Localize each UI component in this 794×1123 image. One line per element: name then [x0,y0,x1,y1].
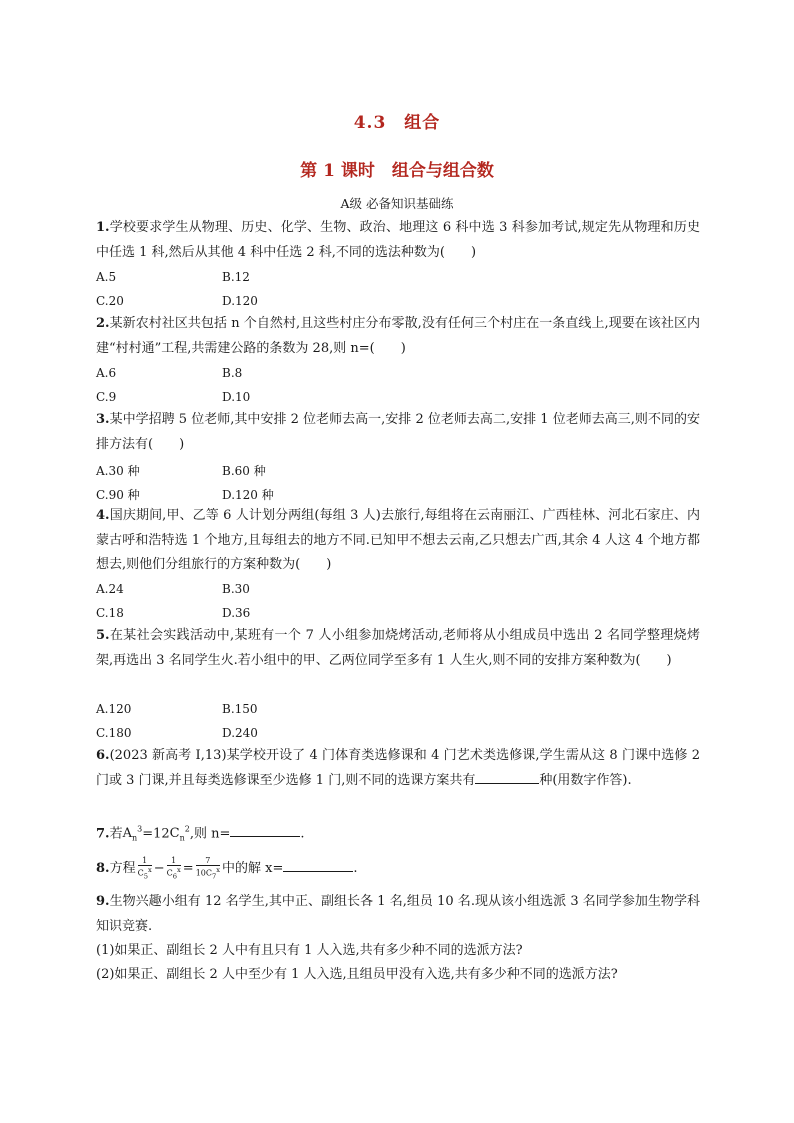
question-9-part-1: (1)如果正、副组长 2 人中有且只有 1 人入选,共有多少种不同的选派方法? [96,943,523,958]
permutation-symbol: $A_n^3$ [122,825,143,843]
option-d[interactable]: D.240 [222,726,258,740]
option-d[interactable]: D.10 [222,390,251,404]
question-number: 4. [96,508,110,523]
question-text-tail: 中的解 x= [222,861,284,877]
question-text-tail: ,则 n= [189,826,231,842]
option-c[interactable]: C.90 种 [96,488,140,502]
question-number: 6. [96,748,110,763]
question-3 [96,408,700,457]
question-text-tail: 种(用数字作答). [539,772,632,788]
answer-blank[interactable] [475,769,539,784]
question-text: 某中学招聘 5 位老师,其中安排 2 位老师去高一,安排 2 位老师去高二,安排 1 位老师去高三,则不同的安排方法有( ) [96,412,700,452]
question-4 [96,504,700,578]
answer-blank[interactable] [230,822,300,837]
question-8 [96,856,700,882]
combination-symbol: $C_n^2$ [169,825,190,843]
option-c[interactable]: C.180 [96,726,132,740]
lesson-title: 第 1 课时 组合与组合数 [300,161,494,181]
question-9 [96,890,700,939]
equals-sign: = [182,861,194,877]
option-a[interactable]: A.120 [96,702,132,716]
option-a[interactable]: A.6 [96,366,117,380]
question-text: 某新农村社区共包括 n 个自然村,且这些村庄分布零散,没有任何三个村庄在一条直线上,现要在该社区内建“村村通”工程,共需建公路的条数为 28,则 n=( ) [96,316,700,356]
question-number: 9. [96,894,110,909]
option-b[interactable]: B.12 [222,270,250,284]
option-b[interactable]: B.150 [222,702,258,716]
option-d[interactable]: D.120 [222,294,258,308]
question-number: 8. [96,861,110,877]
option-c[interactable]: C.18 [96,606,124,620]
option-a[interactable]: A.24 [96,582,124,596]
answer-blank[interactable] [283,857,353,872]
question-number: 1. [96,220,110,235]
fraction-1: $\frac{1}{C_5^x}$ [137,856,152,881]
question-5 [96,624,700,673]
question-text: 方程 [109,861,136,877]
section-title: 4.3 组合 [353,113,441,133]
level-heading: A级 必备知识基础练 [340,196,454,211]
equals-text: =12 [142,826,170,842]
question-7 [96,818,700,851]
question-text: 在某社会实践活动中,某班有一个 7 人小组参加烧烤活动,老师将从小组成员中选出 2 名同学整理烧烤架,再选出 3 名同学生火.若小组中的甲、乙两位同学至多有 1 人生火,则不同的安排方案种数为( ) [96,628,700,668]
option-a[interactable]: A.30 种 [96,464,140,478]
option-a[interactable]: A.5 [96,270,117,284]
question-number: 7. [96,826,110,842]
minus-sign: − [153,861,165,877]
option-c[interactable]: C.20 [96,294,124,308]
question-2 [96,312,700,361]
question-text: 若 [109,826,123,842]
question-text: 国庆期间,甲、乙等 6 人计划分两组(每组 3 人)去旅行,每组将在云南丽江、广西桂林、河北石家庄、内蒙古呼和浩特选 1 个地方,且每组去的地方不同.已知甲不想去云南,乙只想去广西,其余 4 人这 4 个地方都想去,则他们分组旅行的方案种数为( ) [96,508,700,572]
option-b[interactable]: B.30 [222,582,250,596]
option-c[interactable]: C.9 [96,390,117,404]
question-text: 生物兴趣小组有 12 名学生,其中正、副组长各 1 名,组员 10 名.现从该小组选派 3 名同学参加生物学科知识竞赛. [96,894,700,934]
fraction-3: $\frac{7}{10C_7^x}$ [195,856,221,881]
question-9-part-2: (2)如果正、副组长 2 人中至少有 1 人入选,且组员甲没有入选,共有多少种不同的选派方法? [96,967,618,982]
fraction-2: $\frac{1}{C_6^x}$ [166,856,181,881]
question-6 [96,744,700,793]
option-b[interactable]: B.8 [222,366,243,380]
option-b[interactable]: B.60 种 [222,464,266,478]
question-1 [96,216,700,265]
period: . [353,861,358,877]
question-text: 学校要求学生从物理、历史、化学、生物、政治、地理这 6 科中选 3 科参加考试,规定先从物理和历史中任选 1 科,然后从其他 4 科中任选 2 科,不同的选法种数为( ) [96,220,700,260]
question-number: 5. [96,628,110,643]
question-number: 2. [96,316,110,331]
question-text: (2023 新高考 Ⅰ,13)某学校开设了 4 门体育类选修课和 4 门艺术类选修课,学生需从这 8 门课中选修 2 门或 3 门课,并且每类选修课至少选修 1 门,则不同的选课方案共有 [96,748,700,788]
period: . [300,826,305,842]
option-d[interactable]: D.120 种 [222,488,274,502]
question-number: 3. [96,412,110,427]
option-d[interactable]: D.36 [222,606,251,620]
